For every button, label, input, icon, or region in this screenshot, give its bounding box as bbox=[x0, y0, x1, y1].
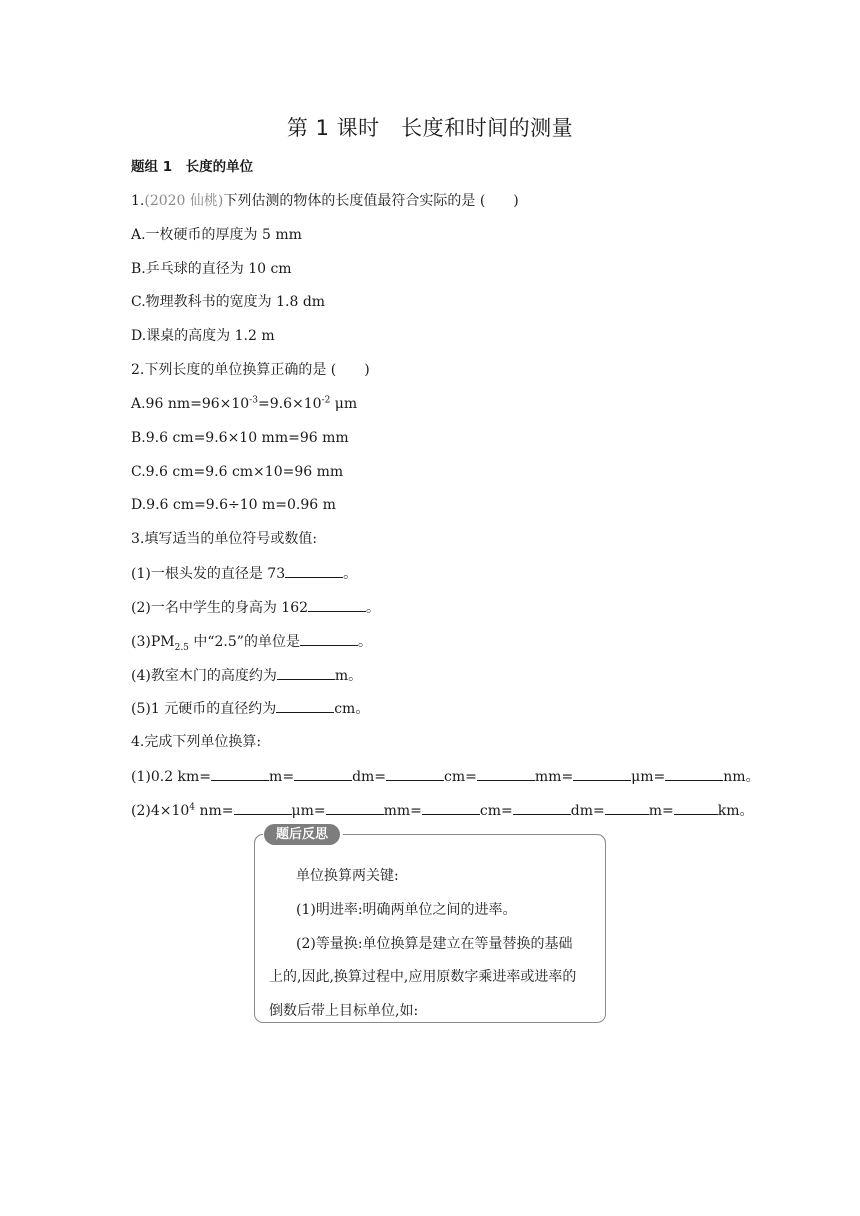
answer-blank[interactable] bbox=[386, 766, 444, 781]
answer-blank[interactable] bbox=[674, 800, 718, 815]
item-text: (1)0.2 km= bbox=[131, 769, 212, 785]
question-1-stem bbox=[131, 191, 519, 211]
answer-blank[interactable] bbox=[285, 563, 343, 578]
unit-text: cm= bbox=[444, 769, 477, 785]
answer-blank[interactable] bbox=[234, 800, 292, 815]
answer-blank[interactable] bbox=[422, 800, 480, 815]
item-text: m。 bbox=[334, 668, 363, 684]
reflection-line: 上的,因此,换算过程中,应用原数字乘进率或进率的 bbox=[269, 969, 577, 985]
question-3-stem: 3.填写适当的单位符号或数值: bbox=[131, 531, 318, 547]
fill-item-4 bbox=[131, 665, 362, 686]
unit-text: mm= bbox=[383, 803, 422, 819]
answer-blank[interactable] bbox=[308, 597, 366, 612]
section-heading: 题组 1 长度的单位 bbox=[131, 159, 254, 175]
exponent: -2 bbox=[321, 395, 331, 406]
fill-item-5 bbox=[131, 698, 369, 719]
option-a-text: =9.6×10 bbox=[258, 396, 322, 412]
item-text: (1)一根头发的直径是 73 bbox=[131, 566, 286, 582]
item-text: 中“2.5”的单位是 bbox=[188, 634, 300, 650]
conversion-line-1 bbox=[131, 766, 760, 787]
answer-blank[interactable] bbox=[665, 766, 723, 781]
item-text: cm。 bbox=[334, 701, 370, 717]
option-d: D.9.6 cm=9.6÷10 m=0.96 m bbox=[131, 497, 336, 513]
option-c: C.9.6 cm=9.6 cm×10=96 mm bbox=[131, 464, 344, 480]
unit-text: nm。 bbox=[723, 769, 760, 785]
item-text: (5)1 元硬币的直径约为 bbox=[131, 701, 277, 717]
unit-text: mm= bbox=[534, 769, 574, 785]
answer-blank[interactable] bbox=[294, 766, 352, 781]
reflection-line: 倒数后带上目标单位,如: bbox=[269, 1003, 419, 1019]
reflection-tag: 题后反思 bbox=[264, 824, 340, 845]
unit-text: m= bbox=[648, 803, 674, 819]
question-2-stem: 2.下列长度的单位换算正确的是 ( ) bbox=[131, 362, 370, 378]
unit-text: cm= bbox=[479, 803, 513, 819]
item-text: 。 bbox=[343, 566, 358, 582]
option-a: A.一枚硬币的厚度为 5 mm bbox=[131, 227, 302, 243]
reflection-line: (2)等量换:单位换算是建立在等量替换的基础 bbox=[296, 936, 573, 952]
reflection-line: (1)明进率:明确两单位之间的进率。 bbox=[296, 902, 517, 918]
answer-blank[interactable] bbox=[211, 766, 269, 781]
unit-text: μm= bbox=[631, 769, 666, 785]
unit-text: μm= bbox=[291, 803, 326, 819]
item-text: 。 bbox=[357, 634, 372, 650]
page-title: 第 1 课时 长度和时间的测量 bbox=[286, 116, 574, 140]
subscript: 2.5 bbox=[174, 642, 189, 653]
unit-text: km。 bbox=[717, 803, 754, 819]
conversion-line-2 bbox=[131, 800, 754, 821]
option-a-text: A.96 nm=96×10 bbox=[131, 396, 250, 412]
answer-blank[interactable] bbox=[300, 631, 358, 646]
unit-text: dm= bbox=[570, 803, 605, 819]
answer-blank[interactable] bbox=[513, 800, 571, 815]
answer-blank[interactable] bbox=[326, 800, 384, 815]
item-text: 。 bbox=[366, 600, 381, 616]
option-d: D.课桌的高度为 1.2 m bbox=[131, 328, 275, 344]
answer-blank[interactable] bbox=[605, 800, 649, 815]
reflection-box bbox=[254, 834, 606, 1023]
option-a bbox=[131, 394, 357, 414]
item-text: nm= bbox=[195, 803, 234, 819]
fill-item-1 bbox=[131, 563, 357, 584]
item-text: (3)PM bbox=[131, 634, 175, 650]
unit-text: m= bbox=[269, 769, 295, 785]
answer-blank[interactable] bbox=[573, 766, 631, 781]
reflection-box-border bbox=[254, 834, 263, 845]
option-b: B.9.6 cm=9.6×10 mm=96 mm bbox=[131, 430, 349, 446]
exponent: 4 bbox=[189, 802, 196, 813]
item-text: (2)4×10 bbox=[131, 803, 190, 819]
fill-item-2 bbox=[131, 597, 380, 618]
fill-item-3 bbox=[131, 631, 372, 652]
answer-blank[interactable] bbox=[277, 665, 335, 680]
option-b: B.乒乓球的直径为 10 cm bbox=[131, 261, 292, 277]
option-c: C.物理教科书的宽度为 1.8 dm bbox=[131, 294, 326, 310]
question-source: (2020 仙桃) bbox=[144, 193, 224, 209]
question-number: 1. bbox=[131, 193, 145, 209]
exponent: -3 bbox=[249, 395, 258, 406]
reflection-box-border bbox=[343, 834, 606, 845]
item-text: (2)一名中学生的身高为 162 bbox=[131, 600, 309, 616]
item-text: (4)教室木门的高度约为 bbox=[131, 668, 277, 684]
unit-text: dm= bbox=[352, 769, 387, 785]
reflection-line: 单位换算两关键: bbox=[296, 868, 399, 884]
answer-blank[interactable] bbox=[276, 698, 334, 713]
answer-blank[interactable] bbox=[477, 766, 535, 781]
option-a-unit: μm bbox=[330, 396, 358, 412]
question-text: 下列估测的物体的长度值最符合实际的是 ( ) bbox=[223, 193, 519, 209]
question-4-stem: 4.完成下列单位换算: bbox=[131, 734, 262, 750]
